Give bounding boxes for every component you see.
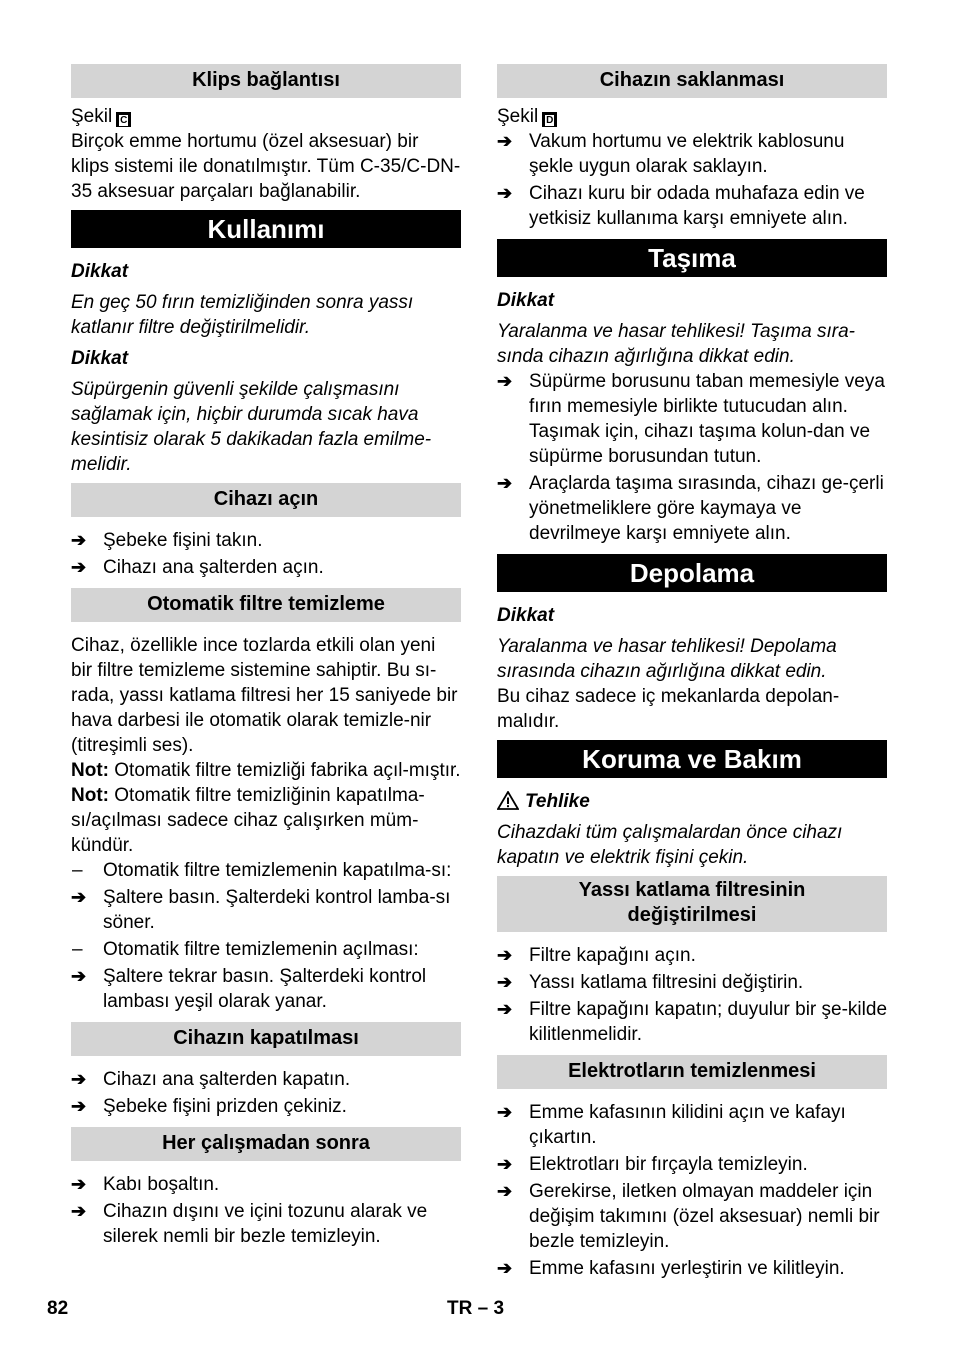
heading-otomatik-filtre: Otomatik filtre temizleme bbox=[71, 588, 461, 622]
arrow-right-icon: ➔ bbox=[497, 131, 513, 151]
heading-klips: Klips bağlantısı bbox=[71, 64, 461, 98]
heading-cihazi-acin: Cihazı açın bbox=[71, 483, 461, 517]
dikkat-label: Dikkat bbox=[497, 290, 555, 311]
list-item: ➔ Cihazın dışını ve içini tozunu alarak ve silerek nemli bir bezle temizleyin. bbox=[71, 1201, 428, 1247]
heading-tasima: Taşıma bbox=[497, 239, 887, 277]
list-item: ➔ Yassı katlama filtresini değiştirin. bbox=[497, 972, 804, 993]
figure-ref-d: Şekil D bbox=[497, 104, 887, 129]
note: Not: Otomatik filtre temizliği fabrika açıl-mıştır. bbox=[71, 760, 461, 781]
list-item: ➔ Cihazı ana şalterden kapatın. bbox=[71, 1069, 351, 1090]
klips-text: Birçok emme hortumu (özel aksesuar) bir klips sistemi ile donatılmıştır. Tüm C-35/C-DN-35 aksesuar parçaları bağlanabilir. bbox=[71, 131, 461, 202]
warning-triangle-icon bbox=[497, 791, 519, 810]
dikkat-label: Dikkat bbox=[71, 348, 129, 369]
list-item: ➔ Süpürme borusunu taban memesiyle veya fırın memesiyle birlikte tutucudan alın. Taşımak için, cihazı taşıma kolun-dan ve süpürme borusundan tutun. bbox=[497, 371, 885, 467]
list-item: ➔ Emme kafasının kilidini açın ve kafayı çıkartın. bbox=[497, 1102, 846, 1148]
list-item: ➔ Emme kafasını yerleştirin ve kilitleyin. bbox=[497, 1258, 845, 1279]
heading-kullanim: Kullanımı bbox=[71, 210, 461, 248]
section-label: TR – 3 bbox=[447, 1298, 505, 1319]
list-item: – Otomatik filtre temizlemenin açılması: bbox=[72, 939, 419, 960]
list-item: – Otomatik filtre temizlemenin kapatılma-sı: bbox=[72, 860, 452, 881]
figure-d-icon: D bbox=[542, 112, 557, 127]
arrow-right-icon: ➔ bbox=[497, 473, 513, 493]
arrow-right-icon: ➔ bbox=[71, 1069, 87, 1089]
heading-her-calismadan-sonra: Her çalışmadan sonra bbox=[71, 1127, 461, 1161]
tehlike-text: Cihazdaki tüm çalışmalardan önce cihazı kapatın ve elektrik fişini çekin. bbox=[497, 822, 843, 868]
page-number: 82 bbox=[47, 1298, 69, 1319]
dash-icon: – bbox=[72, 860, 83, 881]
list-item: ➔ Elektrotları bir fırçayla temizleyin. bbox=[497, 1154, 808, 1175]
list-item: ➔ Cihazı ana şalterden açın. bbox=[71, 557, 324, 578]
heading-koruma-bakim: Koruma ve Bakım bbox=[497, 740, 887, 778]
arrow-right-icon: ➔ bbox=[71, 1201, 87, 1221]
list-item: ➔ Şebeke fişini prizden çekiniz. bbox=[71, 1096, 347, 1117]
arrow-right-icon: ➔ bbox=[497, 1258, 513, 1278]
arrow-right-icon: ➔ bbox=[71, 557, 87, 577]
arrow-right-icon: ➔ bbox=[71, 530, 87, 550]
list-item: ➔ Filtre kapağını açın. bbox=[497, 945, 696, 966]
dikkat-text: Yaralanma ve hasar tehlikesi! Taşıma sıra-sında cihazın ağırlığına dikkat edin. bbox=[497, 321, 855, 367]
arrow-right-icon: ➔ bbox=[497, 371, 513, 391]
heading-cihazin-saklanmasi: Cihazın saklanması bbox=[497, 64, 887, 98]
arrow-right-icon: ➔ bbox=[497, 1102, 513, 1122]
arrow-right-icon: ➔ bbox=[497, 1181, 513, 1201]
arrow-right-icon: ➔ bbox=[71, 1174, 87, 1194]
list-item: ➔ Gerekirse, iletken olmayan maddeler için değişim takımını (özel aksesuar) nemli bir bezle temizleyin. bbox=[497, 1181, 880, 1252]
arrow-right-icon: ➔ bbox=[71, 1096, 87, 1116]
dash-icon: – bbox=[72, 939, 83, 960]
dikkat-text: Yaralanma ve hasar tehlikesi! Depolama sırasında cihazın ağırlığına dikkat edin. bbox=[497, 636, 837, 682]
tehlike-label: Tehlike bbox=[497, 789, 887, 814]
arrow-right-icon: ➔ bbox=[497, 999, 513, 1019]
list-item: ➔ Araçlarda taşıma sırasında, cihazı ge-çerli yönetmeliklere göre kaymaya ve devrilmeye karşı emniyete alın. bbox=[497, 473, 884, 544]
arrow-right-icon: ➔ bbox=[497, 945, 513, 965]
heading-depolama: Depolama bbox=[497, 554, 887, 592]
left-column bbox=[71, 64, 461, 1251]
arrow-right-icon: ➔ bbox=[497, 1154, 513, 1174]
arrow-right-icon: ➔ bbox=[71, 887, 87, 907]
dikkat-text: Süpürgenin güvenli şekilde çalışmasını sağlamak için, hiçbir durumda sıcak hava kesintisiz olarak 5 dakikadan fazla emilme-melidir. bbox=[71, 379, 432, 475]
arrow-right-icon: ➔ bbox=[497, 972, 513, 992]
heading-elektrot-temizleme: Elektrotların temizlenmesi bbox=[497, 1055, 887, 1089]
note: Not: Otomatik filtre temizliğinin kapatılma-sı/açılması sadece cihaz çalışırken müm-kündür. bbox=[71, 785, 425, 856]
heading-cihazin-kapatilmasi: Cihazın kapatılması bbox=[71, 1022, 461, 1056]
right-column bbox=[497, 64, 887, 1283]
depolama-text: Bu cihaz sadece iç mekanlarda depolan-malıdır. bbox=[497, 686, 840, 732]
figure-ref-c: Şekil C bbox=[71, 104, 461, 129]
arrow-right-icon: ➔ bbox=[71, 966, 87, 986]
arrow-right-icon: ➔ bbox=[497, 183, 513, 203]
figure-c-icon: C bbox=[116, 112, 131, 127]
list-item: ➔ Şaltere tekrar basın. Şalterdeki kontrol lambası yeşil olarak yanar. bbox=[71, 966, 427, 1012]
heading-filtre-degistirme: Yassı katlama filtresinin değiştirilmesi bbox=[497, 876, 887, 932]
otomatik-text: Cihaz, özellikle ince tozlarda etkili olan yeni bir filtre temizleme sistemine sahiptir. Bu sı-rada, yassı katlama filtresi her 15 saniyede bir hava darbesi ile otomatik olarak temizle-nir (titreşimli ses). bbox=[71, 635, 458, 756]
list-item: ➔ Şaltere basın. Şalterdeki kontrol lamba-sı söner. bbox=[71, 887, 451, 933]
dikkat-label: Dikkat bbox=[497, 605, 555, 626]
dikkat-text: En geç 50 fırın temizliğinden sonra yassı katlanır filtre değiştirilmelidir. bbox=[71, 292, 414, 338]
list-item: ➔ Şebeke fişini takın. bbox=[71, 530, 263, 551]
list-item: ➔ Filtre kapağını kapatın; duyulur bir şe-kilde kilitlenmelidir. bbox=[497, 999, 888, 1045]
list-item: ➔ Vakum hortumu ve elektrik kablosunu şekle uygun olarak saklayın. bbox=[497, 131, 845, 177]
dikkat-label: Dikkat bbox=[71, 261, 129, 282]
list-item: ➔ Cihazı kuru bir odada muhafaza edin ve yetkisiz kullanıma karşı emniyete alın. bbox=[497, 183, 865, 229]
list-item: ➔ Kabı boşaltın. bbox=[71, 1174, 220, 1195]
